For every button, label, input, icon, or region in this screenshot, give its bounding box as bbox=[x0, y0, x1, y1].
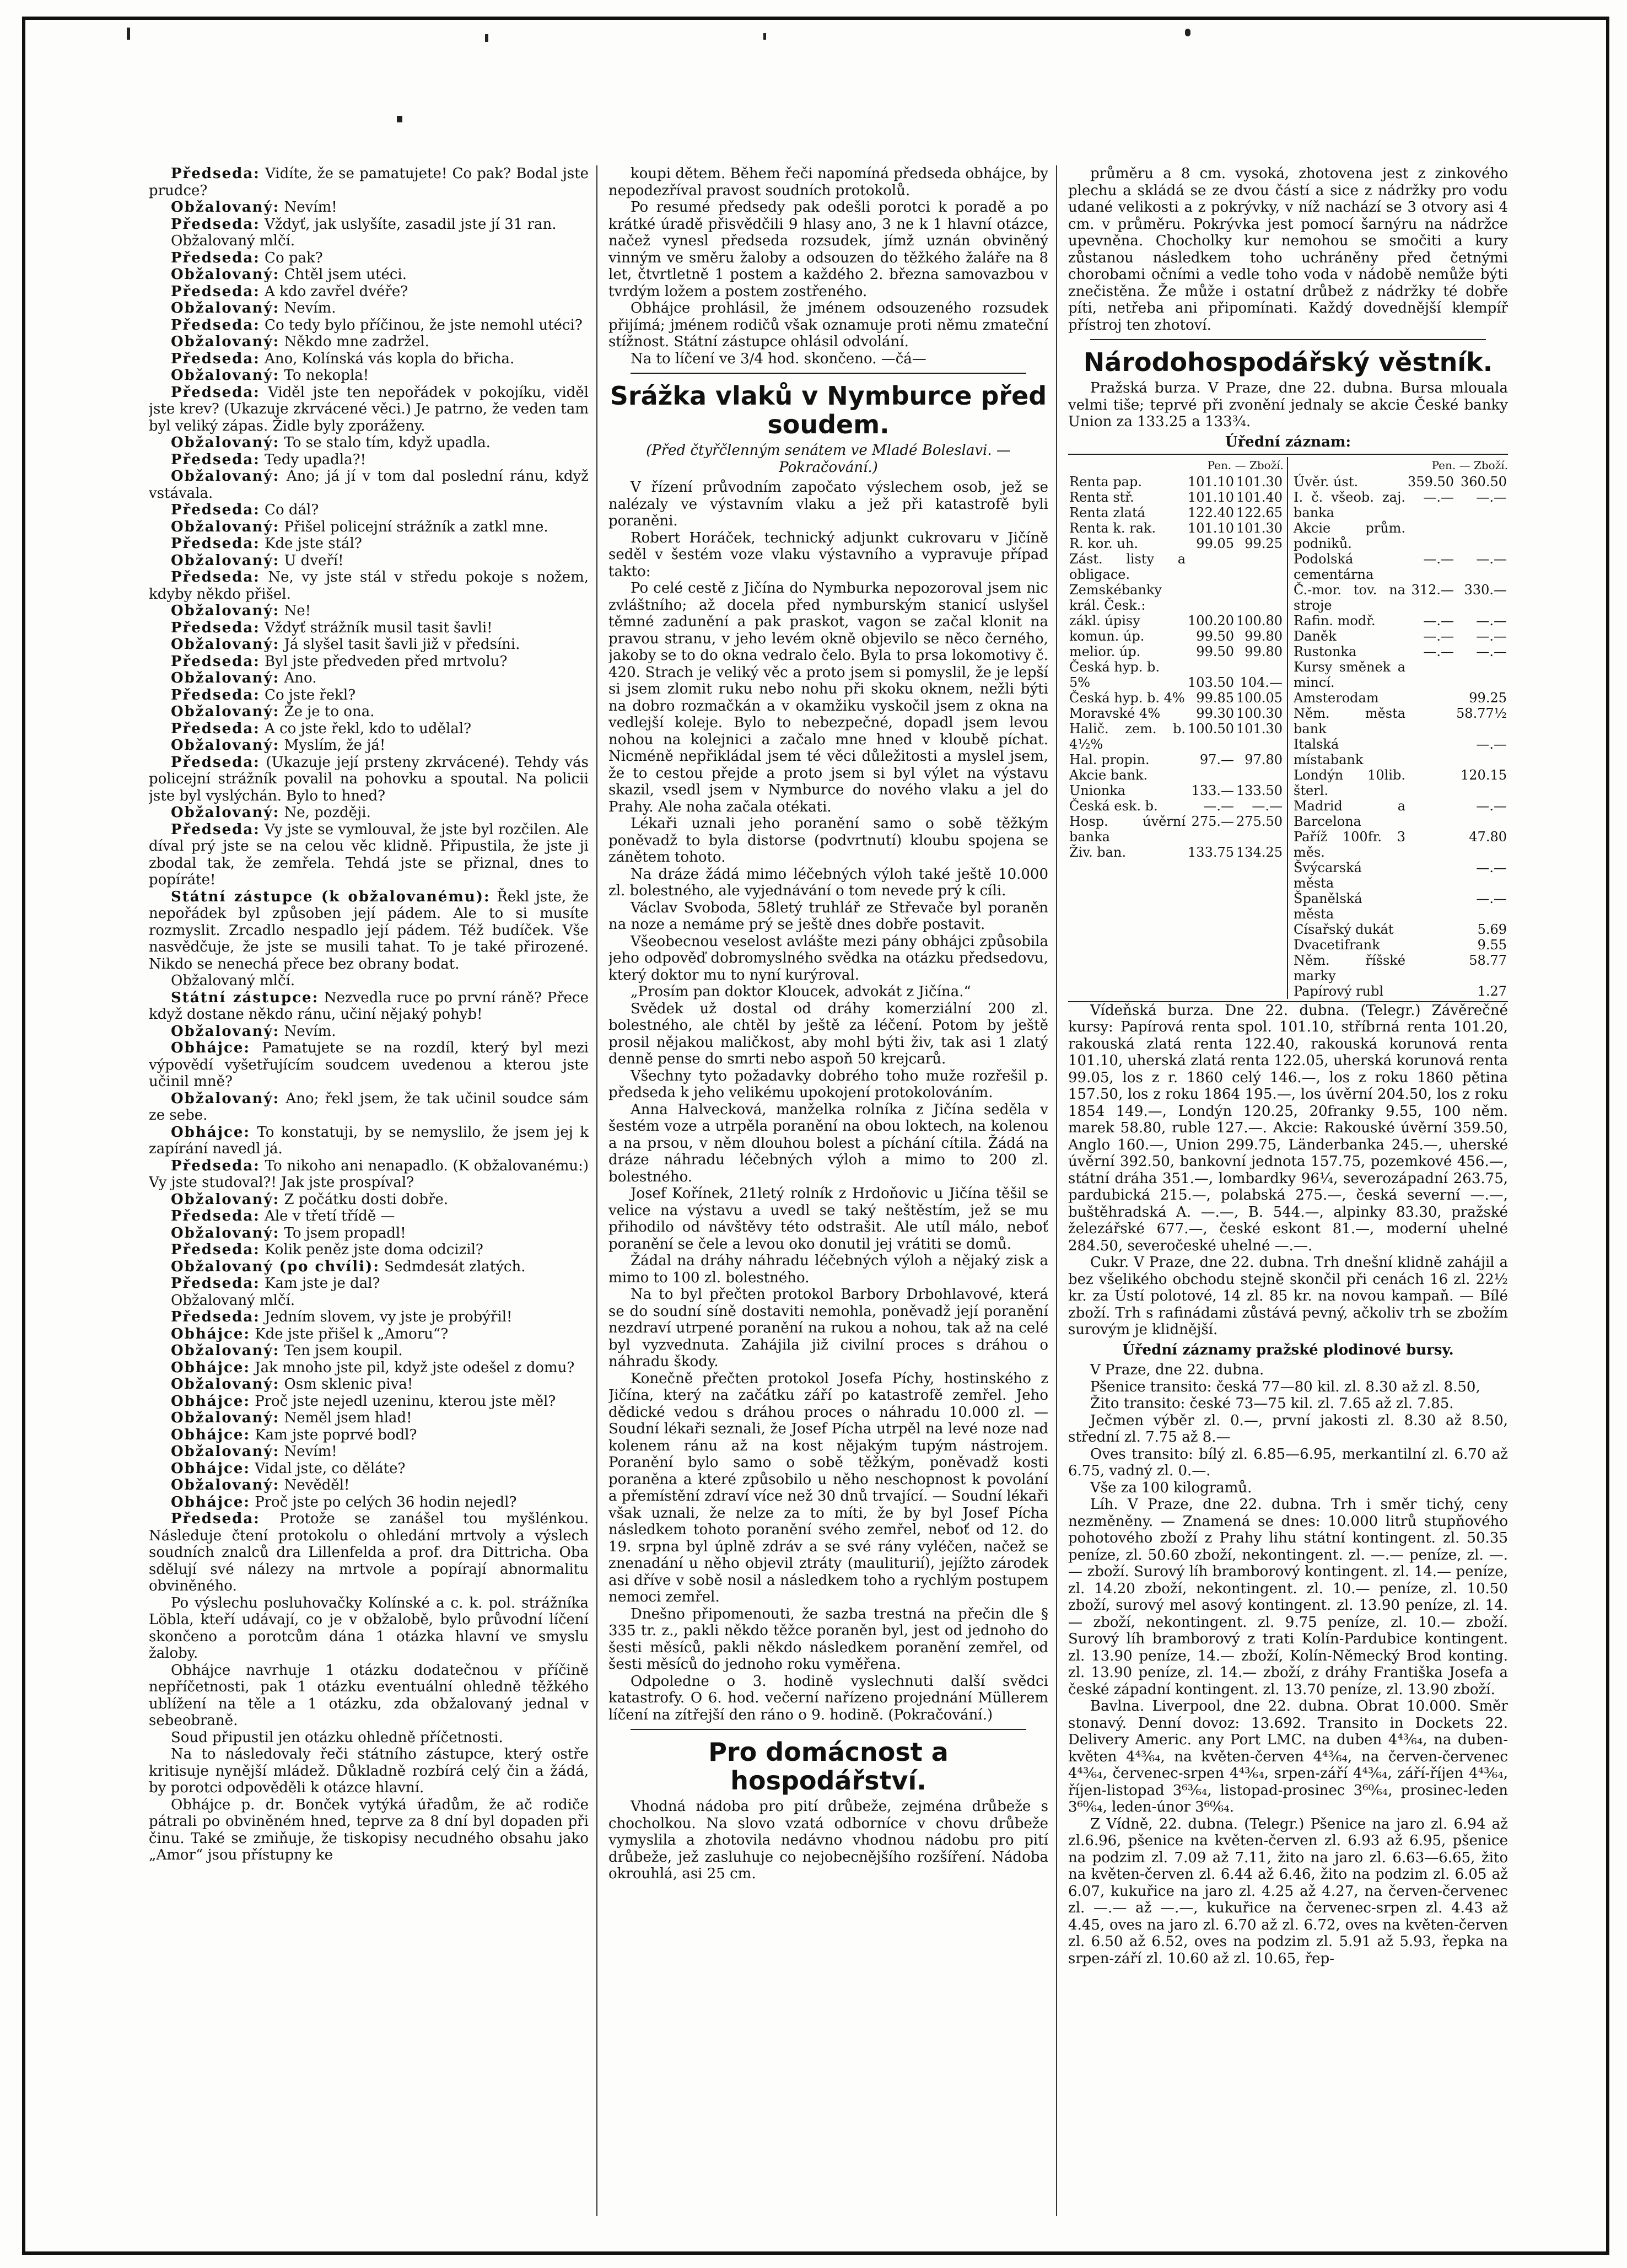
quote-goods: —.— bbox=[1476, 859, 1507, 875]
quote-row bbox=[1292, 922, 1508, 937]
paragraph: Předseda: Vždyť strážník musil tasit šavli! bbox=[171, 619, 493, 636]
quote-goods: 104.— bbox=[1240, 674, 1283, 690]
quote-name: Akcie bank. bbox=[1069, 767, 1148, 783]
quote-row bbox=[1292, 767, 1508, 798]
quote-row bbox=[1068, 706, 1284, 721]
quote-money: —.— bbox=[1423, 551, 1454, 567]
quote-money bbox=[1407, 922, 1455, 937]
quote-money bbox=[1407, 860, 1455, 891]
paragraph: Předseda: Vy jste se vymlouval, že jste byl rozčilen. Ale díval prý jste se na celou věc klidně. Připustila, že jste ji zbodal tak, že zemřela. Tehdá jste se přiznal, dnes to popíráte! bbox=[149, 821, 589, 888]
paragraph: Předseda: Protože se zanášel tou myšlénkou. Následuje čtení protokolu o ohledání mrtvoly a výslech soudních znalců dra Lillenfelda a prof. dra Dittricha. Oba sdělují své nálezy na mrtvole a popírají abnormalitu obviněného. bbox=[149, 1511, 589, 1594]
quote-row bbox=[1068, 505, 1284, 520]
quote-money: 133.— bbox=[1191, 782, 1235, 798]
paragraph: Všeobecnou veselost avlášte mezi pány obhájci způsobila jeho odpověď dobromyslného svědka na otázku předsedovu, který doktor mu to nyní kurýroval. bbox=[608, 933, 1048, 983]
paragraph: Předseda: A co jste řekl, kdo to udělal? bbox=[171, 720, 472, 737]
section-divider bbox=[1090, 339, 1486, 340]
quote-goods: 122.65 bbox=[1236, 504, 1283, 520]
paragraph: Obhájce: Kde jste přišel k „Amoru“? bbox=[171, 1325, 449, 1342]
paragraph: Obžalovaný: Z počátku dosti dobře. bbox=[171, 1191, 449, 1208]
quote-money bbox=[1407, 953, 1455, 983]
paragraph: Předseda: Ne, vy jste stál v středu pokoje s nožem, kdyby někdo přišel. bbox=[149, 569, 589, 603]
quote-name: Hosp. úvěrní banka bbox=[1069, 813, 1186, 845]
paragraph: Státní zástupce (k obžalovanému): Řekl jste, že nepořádek byl způsoben její pádem. Ale to si musíte rozmyslit. Zrcadlo nespadlo její pádem. Též budíček. Vše nasvědčuje, že jste se musili tahat. To je také přirozené. Nikdo se nenechá přece bez obrany bodat. bbox=[149, 888, 589, 972]
paragraph: Obžalovaný: Ne! bbox=[171, 603, 311, 619]
column-1 bbox=[149, 165, 597, 2216]
quote-money: 103.50 bbox=[1188, 674, 1235, 690]
paragraph: Obžalovaný: Přišel policejní strážník a zatkl mne. bbox=[171, 518, 548, 535]
quote-money: 133.75 bbox=[1188, 844, 1235, 860]
quote-name: Renta k. rak. bbox=[1069, 520, 1156, 536]
paragraph: Předseda: Byl jste předveden před mrtvolu? bbox=[171, 653, 508, 670]
paragraph: Obžalovaný: Osm sklenic piva! bbox=[171, 1376, 413, 1393]
quote-money bbox=[1187, 767, 1235, 783]
paragraph: Obžalovaný mlčí. bbox=[171, 972, 295, 989]
paragraph: Obžalovaný: Ano. bbox=[171, 670, 317, 686]
quote-money: 101.10 bbox=[1188, 520, 1235, 536]
quote-goods: 100.80 bbox=[1236, 612, 1283, 628]
quote-goods bbox=[1235, 582, 1284, 613]
quote-money: 100.50 bbox=[1188, 721, 1235, 737]
quote-name: Paříž 100fr. 3 měs. bbox=[1294, 829, 1406, 860]
quote-row bbox=[1068, 659, 1284, 675]
quote-row bbox=[1068, 613, 1284, 628]
quote-row bbox=[1068, 814, 1284, 845]
paragraph: Obžalovaný: Někdo mne zadržel. bbox=[171, 334, 429, 350]
quote-name: Hal. propin. bbox=[1069, 751, 1150, 767]
quote-money: —.— bbox=[1423, 489, 1454, 505]
quote-name: Papírový rubl bbox=[1294, 983, 1384, 999]
paragraph: Obžalovaný: To jsem propadl! bbox=[171, 1224, 406, 1242]
paragraph: Předseda: Tedy upadla?! bbox=[171, 451, 367, 468]
paragraph: koupi dětem. Během řeči napomíná předseda obhájce, by nepodezříval pravost soudních protokolů. bbox=[608, 165, 1048, 199]
quotes-column-header: Pen. — Zboží. bbox=[1431, 459, 1508, 472]
quotes-block bbox=[1068, 457, 1288, 999]
quote-name: Něm. říšské marky bbox=[1294, 952, 1406, 983]
quote-money: —.— bbox=[1423, 612, 1454, 628]
section-title: Národohospodářský věstník. bbox=[1083, 347, 1493, 377]
quote-row bbox=[1292, 628, 1508, 644]
quote-row bbox=[1068, 628, 1284, 644]
quote-name: Zást. listy a obligace. bbox=[1069, 551, 1186, 582]
quote-row bbox=[1068, 474, 1284, 490]
paragraph: Lékaři uznali jeho poranění samo o sobě těžkým poněvadž to byla distorse (podvrtnutí) kloubu spojena se zánětem tohoto. bbox=[608, 815, 1048, 866]
quote-money bbox=[1407, 891, 1455, 922]
quote-goods: 100.05 bbox=[1236, 690, 1283, 706]
quote-goods bbox=[1235, 551, 1284, 582]
quote-money bbox=[1407, 690, 1455, 706]
quote-name: Živ. ban. bbox=[1069, 844, 1127, 860]
quote-goods: 47.80 bbox=[1469, 829, 1507, 845]
quote-money: 359.50 bbox=[1408, 474, 1454, 490]
quote-goods: 100.30 bbox=[1236, 705, 1283, 721]
quote-row bbox=[1068, 845, 1284, 860]
paragraph: Obžalovaný: Myslím, že já! bbox=[171, 737, 386, 754]
quote-name: Dvacetifrank bbox=[1294, 937, 1380, 953]
quote-goods: 133.50 bbox=[1236, 782, 1283, 798]
paragraph: Obhájce: Vidal jste, co děláte? bbox=[171, 1460, 406, 1477]
paragraph: Předseda: Kde jste stál? bbox=[171, 535, 362, 552]
paragraph: Předseda: A kdo zavřel dvéře? bbox=[171, 283, 408, 300]
quote-goods: —.— bbox=[1476, 489, 1507, 505]
paragraph: Obžalovaný mlčí. bbox=[171, 1292, 295, 1309]
quote-row bbox=[1068, 582, 1284, 613]
quote-money bbox=[1407, 767, 1455, 798]
quote-goods: 5.69 bbox=[1477, 921, 1507, 937]
paragraph: Po resumé předsedy pak odešli porotci k poradě a po krátké úradě přisvědčili 9 hlasy ano, 3 ne k 1 hlavní otázce, načež vynesl předseda rozsudek, jímž uznán obviněný vinným ve směru žaloby a odsouzen do těžkého žaláře na 8 let, čtvrtletně 1 postem a každého 2. března samovazbou v tvrdým ložem a postem zostřeného. bbox=[608, 199, 1048, 300]
paragraph: průměru a 8 cm. vysoká, zhotovena jest z zinkového plechu a skládá se ze dvou částí a sice z nádržky pro vodu udané velikosti a z pokrývky, v níž nachází se 3 otvory asi 4 cm. v průměru. Pokrývka jest pomocí šarnýru na nádržce upevněna. Chocholky kur nemohou se smočiti a kury zůstanou následkem toho uchráněny před četnými chorobami očními a vedle toho voda v nádobě nemůže býti znečistěna. Že může i ostatní drůbež z nádržky té dobře píti, netřeba ani připomínati. Každý dovednější klempíř přístroj ten zhotoví. bbox=[1068, 165, 1508, 334]
quote-row bbox=[1068, 783, 1284, 798]
quote-name: Renta zlatá bbox=[1069, 504, 1145, 520]
paragraph: Václav Svoboda, 58letý truhlář ze Střevače byl poraněn na noze a nemáme prý se ještě dnes dobře postavit. bbox=[608, 899, 1048, 933]
paragraph: Soud připustil jen otázku ohledně příčetnosti. bbox=[171, 1729, 503, 1746]
quote-money bbox=[1407, 706, 1455, 737]
paragraph: Cukr. V Praze, dne 22. dubna. Trh dnešní klidně zahájil a bez všelikého obchodu stejně skončil při cenách 16 zl. 22½ kr. za Ústí polotové, 14 zl. 85 kr. na novou kampaň. — Bílé zboží. Trh s rafinádami zůstává pevný, ačkoliv trh se zbožím surovým je klidnější. bbox=[1068, 1254, 1508, 1338]
scan-mark bbox=[485, 34, 488, 42]
paragraph: Obžalovaný: Nevím. bbox=[171, 300, 336, 316]
quote-goods bbox=[1455, 520, 1508, 551]
paragraph: Na to líčení ve 3/4 hod. skončeno. —čá— bbox=[631, 350, 926, 367]
quote-money bbox=[1407, 937, 1455, 953]
quote-row bbox=[1292, 860, 1508, 891]
quote-goods: —.— bbox=[1476, 612, 1507, 628]
quote-goods: 101.30 bbox=[1236, 721, 1283, 737]
paragraph: Obhájce prohlásil, že jménem odsouzeného rozsudek přijímá; jménem rodičů však oznamuje proti němu zmateční stížnost. Státní zástupce ohlásil odvolání. bbox=[608, 300, 1048, 350]
paragraph: Obhájce: Kam jste poprvé bodl? bbox=[171, 1426, 417, 1443]
quote-money: —.— bbox=[1423, 643, 1454, 659]
paragraph: „Prosím pan doktor Kloucek, advokát z Jičína.“ bbox=[631, 983, 971, 1000]
paragraph: Konečně přečten protokol Josefa Píchy, hostinského z Jičína, který na začátku září po katastrofě zemřel. Jeho dědické vedou s dráhou proces o náhradu 10.000 zl. — Soudní lékaři seznali, že Josef Pícha utrpěl na levé noze nad kolenem ránu až na kost nějakým tupým nástrojem. Poranění bylo samo o sobě těžkým, poněvadž kosti poraněna a které způsobilo u něho neschopnost k povolání a přemístění zdraví více než 30 dnů trvající. — Soudní lékaři však uznali, že nelze za to míti, že by byl Josef Pícha následkem tohoto poranění svého zemřel, neboť od 12. do 19. srpna byl úplně zdráv a se své rány vyléčen, načež se znenadání u něho objevil ztráty (mauliturií), jejížto zárodek asi dříve v sobě nosil a následkem toho a rychlým postupem nemoci zemřel. bbox=[608, 1370, 1048, 1605]
quote-goods bbox=[1455, 659, 1508, 690]
paragraph: Předseda: Jedním slovem, vy jste je probýřil! bbox=[171, 1309, 513, 1325]
paragraph: Předseda: Viděl jste ten nepořádek v pokojíku, viděl jste krev? (Ukazuje zkrvácené věci.) Je patrno, že veden tam byl veliký zápas. Židle byly zporáženy. bbox=[149, 384, 589, 434]
paragraph: Obžalovaný: Nevěděl! bbox=[171, 1477, 350, 1493]
quote-name: Londýn 10lib. šterl. bbox=[1294, 767, 1406, 798]
paragraph: Předseda: Vždyť, jak uslyšíte, zasadil jste jí 31 ran. bbox=[171, 216, 557, 233]
quote-money bbox=[1407, 737, 1455, 767]
quote-row bbox=[1068, 690, 1284, 706]
quote-money: 99.50 bbox=[1196, 628, 1235, 644]
paragraph: Obžalovaný: Ano; já jí v tom dal poslední ránu, když vstávala. bbox=[149, 468, 589, 502]
quote-goods: 99.25 bbox=[1245, 535, 1283, 551]
quote-name: Podolská cementárna bbox=[1294, 551, 1374, 582]
quote-row bbox=[1068, 798, 1284, 814]
page-top-marks bbox=[0, 0, 1627, 165]
quote-goods: 134.25 bbox=[1236, 844, 1283, 860]
quotes-table bbox=[1292, 474, 1508, 999]
quote-name: Moravské 4% bbox=[1069, 705, 1161, 721]
paragraph: Obžalovaný: Neměl jsem hlad! bbox=[171, 1410, 412, 1426]
quote-name: Rustonka bbox=[1294, 643, 1357, 659]
paragraph: Předseda: To nikoho ani nenapadlo. (K obžalovanému:) Vy jste studoval?! Jak jste prospíval? bbox=[149, 1157, 589, 1191]
quote-money: 99.30 bbox=[1196, 705, 1235, 721]
quote-goods: 101.30 bbox=[1236, 520, 1283, 536]
quotes-block bbox=[1292, 457, 1508, 999]
paragraph: Obhájce: Proč jste po celých 36 hodin nejedl? bbox=[171, 1493, 517, 1511]
section-title: Pro domácnost a hospodářství. bbox=[708, 1737, 949, 1796]
grain-title: Úřední záznamy pražské plodinové bursy. bbox=[1122, 1341, 1454, 1358]
quote-row bbox=[1292, 644, 1508, 659]
paragraph: Líh. V Praze, dne 22. dubna. Trh i směr tichý, ceny nezměněny. — Znamená se dnes: 10.000 litrů stupňového pohotového zboží z Prahy lihu státní kontingent. zl. 50.35 peníze, zl. 50.60 zboží, nekontingent. zl. —.— peníze, zl. —.— zboží. Surový líh bramborový kontingent. zl. 14.— peníze, zl. 14.20 zboží, nekontingent. zl. 10.— peníze, zl. 10.50 zboží, surový mel asový kontingent. zl. 13.90 peníze, zl. 14.— zboží, nekontingent. zl. 9.75 peníze, zl. 10.— zboží. Surový líh bramborový z trati Kolín-Pardubice kontingent. zl. 13.90 peníze, 14.— zboží, Kolín-Německý Brod konting. zl. 13.90 peníze, zl. 14.— zboží, z dráhy Františka Josefa a české západní kontingent. zl. 13.70 peníze, zl. 13.90 zboží. bbox=[1068, 1496, 1508, 1698]
paragraph: Obžalovaný: Nevím! bbox=[171, 199, 337, 216]
quote-money bbox=[1187, 551, 1235, 582]
article-subtitle: (Před čtyřčlenným senátem ve Mladé Boleslavi. — Pokračování.) bbox=[646, 442, 1011, 476]
newspaper-columns bbox=[149, 165, 1516, 2216]
paragraph: Obžalovaný: Ano; řekl jsem, že tak učinil soudce sám ze sebe. bbox=[149, 1090, 589, 1124]
paragraph: Obhájce: To konstatuji, by se nemyslilo, že jsem jej k zapírání navedl já. bbox=[149, 1124, 589, 1157]
quote-goods: 58.77 bbox=[1469, 952, 1507, 968]
paragraph: Předseda: Co dál? bbox=[171, 502, 319, 518]
quote-row bbox=[1068, 721, 1284, 752]
quote-row bbox=[1068, 644, 1284, 659]
quote-name: R. kor. uh. bbox=[1069, 535, 1138, 551]
quote-name: melior. úp. bbox=[1069, 643, 1141, 659]
quote-row bbox=[1292, 983, 1508, 999]
quote-row bbox=[1068, 536, 1284, 551]
quote-name: Č.-mor. tov. na stroje bbox=[1294, 582, 1406, 613]
paragraph: Svědek už dostal od dráhy komerziální 200 zl. bolestného, ale chtěl by ještě za léčení. Potom by ještě prosil nějakou maličkost, aby mohl býti živ, tak asi 1 zlatý denně pense do smrti nebo aspoň 50 krejcarů. bbox=[608, 1000, 1048, 1067]
quote-row bbox=[1292, 551, 1508, 582]
paragraph: Obžalovaný: U dveří! bbox=[171, 552, 344, 569]
paragraph: Obhájce navrhuje 1 otázku dodatečnou v příčině nepříčetnosti, pak 1 otázku eventuální ohledně těžkého ublížení na těle a 1 otázku, zda obžalovaný jednal v sebeobraně. bbox=[149, 1662, 589, 1729]
quote-goods: —.— bbox=[1476, 551, 1507, 567]
quote-money: 100.20 bbox=[1188, 612, 1235, 628]
paragraph: Předseda: (Ukazuje její prsteny zkrvácené). Tehdy vás policejní strážník povalil na pohovku a spoutal. Na policii jste byl vyslýchán. Bylo to hned? bbox=[149, 754, 589, 804]
scan-mark bbox=[763, 33, 766, 40]
quote-name: Renta stř. bbox=[1069, 489, 1134, 505]
paragraph: Předseda: Kam jste je dal? bbox=[171, 1275, 380, 1292]
paragraph: Josef Kořínek, 21letý rolník z Hrdoňovic u Jičína těšil se velice na výstavu a uvedl se taký neštěstím, jež se mu přihodilo od návštěvy této odstrašit. Ale utíl málo, neboť poranění se čele a levou oko donutil jej vrátiti se domů. bbox=[608, 1185, 1048, 1253]
paragraph: Vše za 100 kilogramů. bbox=[1090, 1479, 1252, 1496]
quote-row bbox=[1292, 953, 1508, 983]
quote-row bbox=[1292, 490, 1508, 520]
quote-money bbox=[1187, 582, 1235, 613]
quote-money: —.— bbox=[1423, 628, 1454, 644]
paragraph: Obžalovaný: To nekopla! bbox=[171, 367, 369, 384]
quote-goods: 120.15 bbox=[1461, 767, 1507, 783]
paragraph: Předseda: Ale v třetí třídě — bbox=[171, 1208, 395, 1224]
article-title: Srážka vlaků v Nymburce před soudem. bbox=[610, 381, 1047, 439]
paragraph: Obžalovaný: Ne, později. bbox=[171, 804, 371, 821]
paragraph: Obžalovaný: Nevím. bbox=[171, 1023, 336, 1040]
paragraph: Žádal na dráhy náhradu léčebných výloh a nějaký zisk a mimo to 100 zl. bolestného. bbox=[608, 1253, 1048, 1286]
quote-name: Amsterodam bbox=[1294, 690, 1379, 706]
paragraph: Obžalovaný (po chvíli): Sedmdesát zlatých. bbox=[171, 1258, 526, 1275]
paragraph: Předseda: Co jste řekl? bbox=[171, 686, 356, 703]
quote-goods: —.— bbox=[1476, 643, 1507, 659]
quotes-heading: Úřední záznam: bbox=[1225, 433, 1351, 450]
quote-money: 101.10 bbox=[1188, 489, 1235, 505]
quote-row bbox=[1292, 613, 1508, 628]
quote-row bbox=[1292, 474, 1508, 490]
quote-goods: 99.80 bbox=[1245, 628, 1283, 644]
quotes-table bbox=[1068, 474, 1284, 860]
paragraph: Žito transito: české 73—75 kil. zl. 7.65 až zl. 7.85. bbox=[1090, 1395, 1454, 1412]
quote-money bbox=[1187, 659, 1235, 675]
paragraph: Na dráze žádá mimo léčebných výloh také ještě 10.000 zl. bolestného, ale vyjednávání o tom nevede prý k cíli. bbox=[608, 866, 1048, 899]
paragraph: Bavlna. Liverpool, dne 22. dubna. Obrat 10.000. Směr stonavý. Denní dovoz: 13.692. Transito in Dockets 22. Delivery Americ. any Port LMC. na duben 4⁴³⁄₆₄, na duben-květen 4⁴³⁄₆₄, na květen-červen 4⁴³⁄₆₄, na červen-červenec 4⁴³⁄₆₄, červenec-srpen 4⁴³⁄₆₄, srpen-září 4⁴³⁄₆₄, září-říjen 4⁴³⁄₆₄, říjen-listopad 3⁶³⁄₆₄, listopad-prosinec 3⁶⁰⁄₆₄, prosinec-leden 3⁶⁰⁄₆₄, leden-únor 3⁶⁰⁄₆₄. bbox=[1068, 1698, 1508, 1815]
quote-goods: —.— bbox=[1476, 736, 1507, 752]
quotes-tables bbox=[1068, 454, 1508, 1002]
paragraph: Vhodná nádoba pro pití drůbeže, zejména drůbeže s chocholkou. Na slovo vzatá odborníce v chovu drůbeže vymyslila a zhotovila nedávno vhodnou nádobu pro pití drůbeže, jež zasluhuje co nejobecnějšího rozšíření. Nádoba okrouhlá, asi 25 cm. bbox=[608, 1798, 1048, 1882]
column-2 bbox=[608, 165, 1057, 2216]
paragraph: Všechny tyto požadavky dobrého toho muže rozřešil p. předseda k jeho velikému upokojení protokolováním. bbox=[608, 1067, 1048, 1101]
quote-goods: 99.80 bbox=[1245, 643, 1283, 659]
column-3 bbox=[1068, 165, 1516, 2216]
quote-row bbox=[1292, 690, 1508, 706]
quote-goods: 1.27 bbox=[1477, 983, 1507, 999]
quote-money: 101.10 bbox=[1188, 474, 1235, 490]
quote-name: Zemskébanky král. Česk.: bbox=[1069, 582, 1162, 613]
scan-mark bbox=[127, 28, 130, 40]
quote-name: Daněk bbox=[1294, 628, 1337, 644]
quote-name: Císařský dukát bbox=[1294, 921, 1394, 937]
paragraph: Předseda: Vidíte, že se pamatujete! Co pak? Bodal jste prudce? bbox=[149, 165, 589, 199]
paragraph: Obžalovaný: Ten jsem koupil. bbox=[171, 1342, 403, 1359]
quote-money: 99.05 bbox=[1196, 535, 1235, 551]
quote-row bbox=[1068, 752, 1284, 767]
paragraph: Na to byl přečten protokol Barbory Drbohlavové, která se do soudní síně dostaviti nemohla, poněvadž její poranění nezdraví utrpené poranění na rukou a nohou, tak až na celé byl vyzvednuta. Zahájila již civilní proces s dráhou o náhradu škody. bbox=[608, 1286, 1048, 1370]
quote-goods: 97.80 bbox=[1245, 751, 1283, 767]
paragraph: Robert Horáček, technický adjunkt cukrovaru v Jičíně seděl v šestém voze vlaku výstavního a vypravuje případ takto: bbox=[608, 529, 1048, 580]
paragraph: Obhájce: Jak mnoho jste pil, když jste odešel z domu? bbox=[171, 1359, 575, 1376]
quote-money: 99.85 bbox=[1196, 690, 1235, 706]
quote-money: 275.— bbox=[1191, 813, 1235, 829]
paragraph: Z Vídně, 22. dubna. (Telegr.) Pšenice na jaro zl. 6.94 až zl.6.96, pšenice na květen-červen zl. 6.93 až 6.95, pšenice na podzim zl. 7.09 až 7.11, žito na jaro zl. 6.63—6.65, žito na květen-červen zl. 6.44 až 6.46, žito na podzim zl. 6.05 až 6.07, kukuřice na jaro zl. 4.25 až 4.27, na červen-červenec zl. —.— až —.—, kukuřice na červenec-srpen zl. 4.43 až 4.45, oves na jaro zl. 6.70 až zl. 6.72, oves na květen-červen zl. 6.50 až 6.52, oves na podzim zl. 5.91 až 5.93, řepka na srpen-září zl. 10.60 až zl. 10.65, řep- bbox=[1068, 1815, 1508, 1967]
quote-money: 122.40 bbox=[1188, 504, 1235, 520]
scan-mark bbox=[1185, 29, 1190, 36]
paragraph: Obhájce: Proč jste nejedl uzeninu, kterou jste měl? bbox=[171, 1393, 556, 1410]
paragraph: Státní zástupce: Nezvedla ruce po první ráně? Přece když dostane někdo ránu, učiní nějaký pohyb! bbox=[149, 989, 589, 1023]
quote-name: Švýcarská města bbox=[1294, 859, 1362, 891]
quote-name: komun. úp. bbox=[1069, 628, 1145, 644]
paragraph: Anna Halvecková, manželka rolníka z Jičína seděla v šestém voze a utrpěla poranění na obou loktech, na kolenou a na prsou, v něm dlouhou bolest a píchání cítila. Žádá na dráze náhradu léčebných výloh a mimo to 200 zl. bolestného. bbox=[608, 1101, 1048, 1185]
quote-money: 312.— bbox=[1411, 582, 1454, 598]
scan-mark bbox=[397, 116, 402, 122]
paragraph: Pražská burza. V Praze, dne 22. dubna. Bursa mlouala velmi tiše; teprvé při zvonění jednaly se akcie České banky Union za 133.25 a 133¾. bbox=[1068, 380, 1508, 430]
paragraph: Předseda: Co pak? bbox=[171, 249, 323, 266]
quote-name: Renta pap. bbox=[1069, 474, 1142, 490]
quote-money: 99.50 bbox=[1196, 643, 1235, 659]
paragraph: Obžalovaný: Já slyšel tasit šavli již v předsíni. bbox=[171, 636, 520, 653]
quote-goods bbox=[1235, 767, 1284, 783]
quote-name: Něm. města bank bbox=[1294, 705, 1406, 737]
paragraph: Oves transito: bílý zl. 6.85—6.95, merkantilní zl. 6.70 až 6.75, vadný zl. 0.—. bbox=[1068, 1445, 1508, 1479]
paragraph: Obžalovaný: Že je to ona. bbox=[171, 703, 375, 720]
quotes-column-header: Pen. — Zboží. bbox=[1207, 459, 1284, 472]
quote-row bbox=[1068, 490, 1284, 505]
quote-name: Kursy směnek a mincí. bbox=[1294, 659, 1406, 690]
quote-row bbox=[1292, 937, 1508, 953]
quote-money: 97.— bbox=[1199, 751, 1235, 767]
paragraph: Obžalovaný: To se stalo tím, když upadla. bbox=[171, 434, 491, 451]
quote-goods: 101.40 bbox=[1236, 489, 1283, 505]
quote-name: Unionka bbox=[1069, 782, 1126, 798]
paragraph: Po výslechu posluhovačky Kolínské a c. k. pol. strážníka Löbla, kteří udávají, co je v obžalobě, bylo průvodní líčení skončeno a porotcům dána 1 otázka hlavní ve smyslu žaloby. bbox=[149, 1594, 589, 1662]
quote-goods: —.— bbox=[1476, 628, 1507, 644]
paragraph: Předseda: Co tedy bylo příčinou, že jste nemohl utéci? bbox=[171, 316, 583, 334]
quote-money bbox=[1407, 798, 1455, 829]
paragraph: Na to následovaly řeči státního zástupce, který ostře kritisuje nynější mládež. Důkladně rozbírá celý čin a žádá, by porotci odpověděli k otázce hlavní. bbox=[149, 1746, 589, 1796]
quote-name: Španělská města bbox=[1294, 890, 1362, 922]
quote-name: Česká esk. b. bbox=[1069, 798, 1158, 814]
quote-name: zákl. úpisy bbox=[1069, 612, 1140, 628]
quote-name: Madrid a Barcelona bbox=[1294, 798, 1406, 829]
quote-money bbox=[1407, 659, 1455, 690]
quote-name: Halič. zem. b. 4½% bbox=[1069, 721, 1186, 752]
paragraph: Předseda: Ano, Kolínská vás kopla do břicha. bbox=[171, 350, 515, 367]
paragraph: V Praze, dne 22. dubna. bbox=[1090, 1362, 1264, 1378]
quote-row bbox=[1292, 706, 1508, 737]
quote-goods: 275.50 bbox=[1236, 813, 1283, 829]
paragraph: Obžalovaný mlčí. bbox=[171, 233, 295, 249]
quote-goods: 330.— bbox=[1464, 582, 1507, 598]
quote-row bbox=[1068, 520, 1284, 536]
quote-money bbox=[1407, 829, 1455, 860]
paragraph: Obhájce p. dr. Bonček vytýká úřadům, že ač rodiče pátrali po obviněném hned, teprve za 8 dní byl dopaden při činu. Také se zmiňuje, že tiskopisy necudného obsahu jako „Amor“ jsou přístupny ke bbox=[149, 1796, 589, 1863]
paragraph: Vídeňská burza. Dne 22. dubna. (Telegr.) Závěrečné kursy: Papírová renta spol. 101.10, stříbrná renta 101.20, rakouská zlatá renta 122.40, rakouská korunová renta 101.10, uherská zlatá renta 122.05, uherská korunová renta 99.05, los z r. 1860 celý 146.—, los z roku 1860 pětina 157.50, los z roku 1864 195.—, los úvěrní 204.50, los z roku 1854 149.—, Londýn 120.25, 20franky 9.55, 100 něm. marek 58.80, ruble 127.—. Akcie: Rakouské úvěrní 359.50, Anglo 160.—, Union 299.75, Länderbanka 245.—, uherské úvěrní 392.50, bankovní jednota 157.75, pozemkové 456.—, státní dráha 351.—, lombardky 96¼, severozápadní 263.75, pardubická 215.—, polabská 275.—, česká severní —.—, buštěhradská A. —.—, B. 544.—, alpinky 83.30, pražské železářské 677.—, české eskont 81.—, moderní uhelné 284.50, severočeské uhelné —.—. bbox=[1068, 1002, 1508, 1254]
quote-money: —.— bbox=[1203, 798, 1235, 814]
paragraph: Obžalovaný: Chtěl jsem utéci. bbox=[171, 266, 407, 283]
quote-row bbox=[1292, 659, 1508, 690]
paragraph: Předseda: Kolik peněz jste doma odcizil? bbox=[171, 1242, 483, 1258]
quote-goods: —.— bbox=[1476, 890, 1507, 906]
quote-name: Italská místabank bbox=[1294, 736, 1364, 767]
paragraph: Obhájce: Pamatujete se na rozdíl, který byl mezi výpovědí vyšetřujícím soudcem uvedenou a kterou jste učinil mně? bbox=[149, 1040, 589, 1090]
quote-goods: —.— bbox=[1252, 798, 1283, 814]
quote-row bbox=[1292, 737, 1508, 767]
quote-name: Rafin. modř. bbox=[1294, 612, 1376, 628]
paragraph: Po celé cestě z Jičína do Nymburka nepozoroval jsem nic zvláštního; až docela před nymburským stanicí uslyšel těmné zadunění a pak praskot, vagon se začal klonit na pravou stranu, v jeho levém okně objevilo se něco černého, jakoby se to do okna vedralo čelo. Byla to prsa lokomotivy č. 420. Strach je veliký věc a proto jsem si pomyslil, že je lepší si jsem zlomit ruku nebo nohu při skoku oknem, nežli býti na dobro rozmačkán a v okamžiku vyskočil jsem z okna na vedlejší koleje. Bylo to nebezpečné, dopadl jsem levou nohou na kolejnici a začalo mne hned v kloubě píchat. Nicméně nepřikládal jsem té věci důležitosti a myslel jsem, že to cestou přejde a proto jsem si byl výlet na výstavu skazil, vsedl jsem v Nymburce do nového vlaku a jel do Prahy. Ale noha začala otékati. bbox=[608, 580, 1048, 815]
quote-name: Úvěr. úst. bbox=[1294, 474, 1359, 490]
quote-row bbox=[1292, 798, 1508, 829]
quote-row bbox=[1292, 829, 1508, 860]
quote-goods: 101.30 bbox=[1236, 474, 1283, 490]
quote-row bbox=[1068, 767, 1284, 783]
paragraph: Obžalovaný: Nevím! bbox=[171, 1443, 337, 1460]
quote-row bbox=[1068, 675, 1284, 690]
section-divider bbox=[631, 1729, 1026, 1730]
quote-name: 5% bbox=[1069, 674, 1091, 690]
quote-goods: 9.55 bbox=[1477, 937, 1507, 953]
quote-row bbox=[1292, 582, 1508, 613]
quote-goods: —.— bbox=[1476, 798, 1507, 814]
quote-name: I. č. všeob. zaj. banka bbox=[1294, 489, 1406, 520]
quote-money bbox=[1407, 983, 1455, 999]
quote-row bbox=[1292, 520, 1508, 551]
paragraph: Ječmen výběr zl. 0.—, první jakosti zl. 8.30 až 8.50, střední zl. 7.75 až 8.— bbox=[1068, 1412, 1508, 1445]
quote-goods: 99.25 bbox=[1469, 690, 1507, 706]
paragraph: Dnešno připomenouti, že sazba trestná na přečin dle § 335 tr. z., pakli někdo těžce poraněn byl, jest od jednoho do šesti měsíců, pakli někdo následkem poranění zemřel, od šesti měsíců do jednoho roku vyměřena. bbox=[608, 1605, 1048, 1673]
quote-name: Česká hyp. b. 4% bbox=[1069, 690, 1185, 706]
quote-name: Česká hyp. b. bbox=[1069, 659, 1160, 675]
quote-row bbox=[1292, 891, 1508, 922]
quote-goods: 58.77½ bbox=[1456, 705, 1507, 721]
paragraph: Odpoledne o 3. hodině vyslechnuti další svědci katastrofy. O 6. hod. večerní nařízeno projednání Müllerem líčení na zítřejší den ráno o 9. hodině. (Pokračování.) bbox=[608, 1673, 1048, 1723]
quote-money bbox=[1407, 520, 1455, 551]
quote-goods: 360.50 bbox=[1461, 474, 1507, 490]
section-divider bbox=[631, 373, 1026, 374]
quote-name: Akcie prům. podniků. bbox=[1294, 520, 1406, 551]
paragraph: Pšenice transito: česká 77—80 kil. zl. 8.30 až zl. 8.50, bbox=[1090, 1378, 1480, 1395]
paragraph: V řízení průvodním započato výslechem osob, jež se nalézaly ve výstavním vlaku a jež při katastrofě byli poraněni. bbox=[608, 479, 1048, 529]
quote-goods bbox=[1235, 659, 1284, 675]
quote-row bbox=[1068, 551, 1284, 582]
